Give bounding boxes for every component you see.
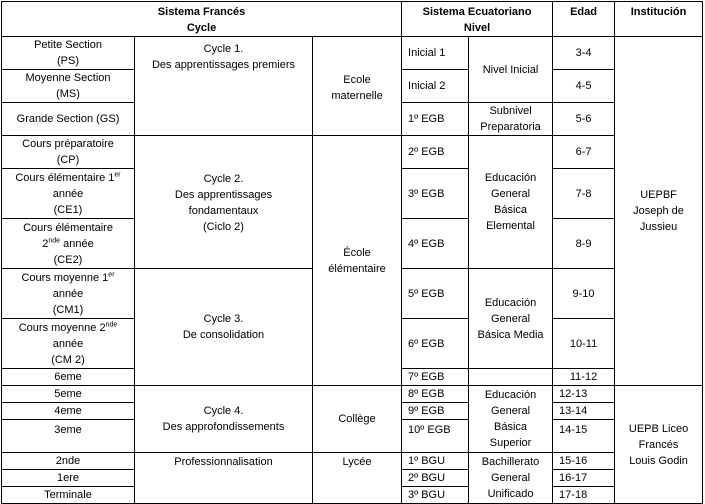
french-grade-cp: Cours préparatoire (CP) bbox=[2, 136, 135, 169]
table-row bbox=[2, 37, 703, 70]
french-grade-ms: Moyenne Section (MS) bbox=[2, 70, 135, 103]
edad-cell: 11-12 bbox=[553, 369, 615, 386]
french-grade-terminale: Terminale bbox=[2, 487, 135, 504]
header-edad: Edad bbox=[553, 2, 615, 37]
ecuador-grade: Inicial 2 bbox=[402, 70, 469, 103]
french-grade-2nde: 2nde bbox=[2, 453, 135, 470]
french-grade-cm1: Cours moyenne 1er année (CM1) bbox=[2, 269, 135, 319]
edad-cell: 8-9 bbox=[553, 219, 615, 269]
cycle-4: Cycle 4. Des approfondissements bbox=[135, 386, 313, 453]
ecuador-grade: 1º EGB bbox=[402, 103, 469, 136]
cycle-3: Cycle 3. De consolidation bbox=[135, 269, 313, 386]
edad-cell: 3-4 bbox=[553, 37, 615, 70]
edad-cell: 15-16 bbox=[553, 453, 615, 470]
french-grade-ce1: Cours élémentaire 1er année (CE1) bbox=[2, 169, 135, 219]
header-sistema-ecuatoriano: Sistema Ecuatoriano Nivel bbox=[402, 2, 553, 37]
ecuador-grade: Inicial 1 bbox=[402, 37, 469, 70]
edad-cell: 12-13 bbox=[553, 386, 615, 403]
equivalence-table bbox=[1, 1, 703, 504]
edad-cell: 9-10 bbox=[553, 269, 615, 319]
ecuador-grade: 1º BGU bbox=[402, 453, 469, 470]
institucion-liceo: UEPB Liceo Francés Louis Godin bbox=[615, 386, 703, 504]
edad-cell: 6-7 bbox=[553, 136, 615, 169]
edad-cell: 10-11 bbox=[553, 319, 615, 369]
nivel-superior: Educación General Básica Superior bbox=[469, 386, 553, 453]
nivel-media: Educación General Básica Media bbox=[469, 269, 553, 369]
french-grade-1ere: 1ere bbox=[2, 470, 135, 487]
ecuador-grade: 5º EGB bbox=[402, 269, 469, 319]
nivel-elemental: Educación General Básica Elemental bbox=[469, 136, 553, 269]
french-grade-6eme: 6eme bbox=[2, 369, 135, 386]
header-row bbox=[2, 2, 703, 37]
table-row bbox=[2, 386, 703, 403]
ecuador-grade: 2º EGB bbox=[402, 136, 469, 169]
ecole-elementaire: École élémentaire bbox=[313, 136, 402, 386]
ecuador-grade: 8º EGB bbox=[402, 386, 469, 403]
ecuador-grade: 4º EGB bbox=[402, 219, 469, 269]
nivel-preparatoria: Subnivel Preparatoria bbox=[469, 103, 553, 136]
edad-cell: 17-18 bbox=[553, 487, 615, 504]
french-grade-ce2: Cours élémentaire 2nde année (CE2) bbox=[2, 219, 135, 269]
french-grade-cm2: Cours moyenne 2nde année (CM 2) bbox=[2, 319, 135, 369]
french-grade-gs: Grande Section (GS) bbox=[2, 103, 135, 136]
edad-cell: 7-8 bbox=[553, 169, 615, 219]
french-grade-4eme: 4eme bbox=[2, 403, 135, 420]
nivel-inicial: Nivel Inicial bbox=[469, 37, 553, 103]
ecole-college: Collège bbox=[313, 386, 402, 453]
french-grade-5eme: 5eme bbox=[2, 386, 135, 403]
ecuador-grade: 9º EGB bbox=[402, 403, 469, 420]
ecole-maternelle: Ecole maternelle bbox=[313, 37, 402, 136]
cycle-2: Cycle 2. Des apprentissages fondamentaux (Ciclo 2) bbox=[135, 136, 313, 269]
institucion-uepbf: UEPBF Joseph de Jussieu bbox=[615, 37, 703, 386]
ecuador-grade: 2º BGU bbox=[402, 470, 469, 487]
cycle-1: Cycle 1. Des apprentissages premiers bbox=[135, 37, 313, 136]
nivel-empty bbox=[469, 369, 553, 386]
french-grade-3eme: 3eme bbox=[2, 420, 135, 453]
header-institucion: Institución bbox=[615, 2, 703, 37]
edad-cell: 5-6 bbox=[553, 103, 615, 136]
nivel-bachillerato: Bachillerato General Unificado bbox=[469, 453, 553, 504]
table-row bbox=[2, 136, 703, 169]
ecuador-grade: 3º BGU bbox=[402, 487, 469, 504]
header-sistema-frances: Sistema Francés Cycle bbox=[2, 2, 402, 37]
table-row bbox=[2, 453, 703, 470]
cycle-professionnalisation: Professionnalisation bbox=[135, 453, 313, 504]
ecuador-grade: 6º EGB bbox=[402, 319, 469, 369]
edad-cell: 14-15 bbox=[553, 420, 615, 453]
ecuador-grade: 10º EGB bbox=[402, 420, 469, 453]
ecole-lycee: Lycée bbox=[313, 453, 402, 504]
edad-cell: 13-14 bbox=[553, 403, 615, 420]
ecuador-grade: 3º EGB bbox=[402, 169, 469, 219]
ecuador-grade: 7º EGB bbox=[402, 369, 469, 386]
edad-cell: 16-17 bbox=[553, 470, 615, 487]
french-grade-ps: Petite Section (PS) bbox=[2, 37, 135, 70]
edad-cell: 4-5 bbox=[553, 70, 615, 103]
